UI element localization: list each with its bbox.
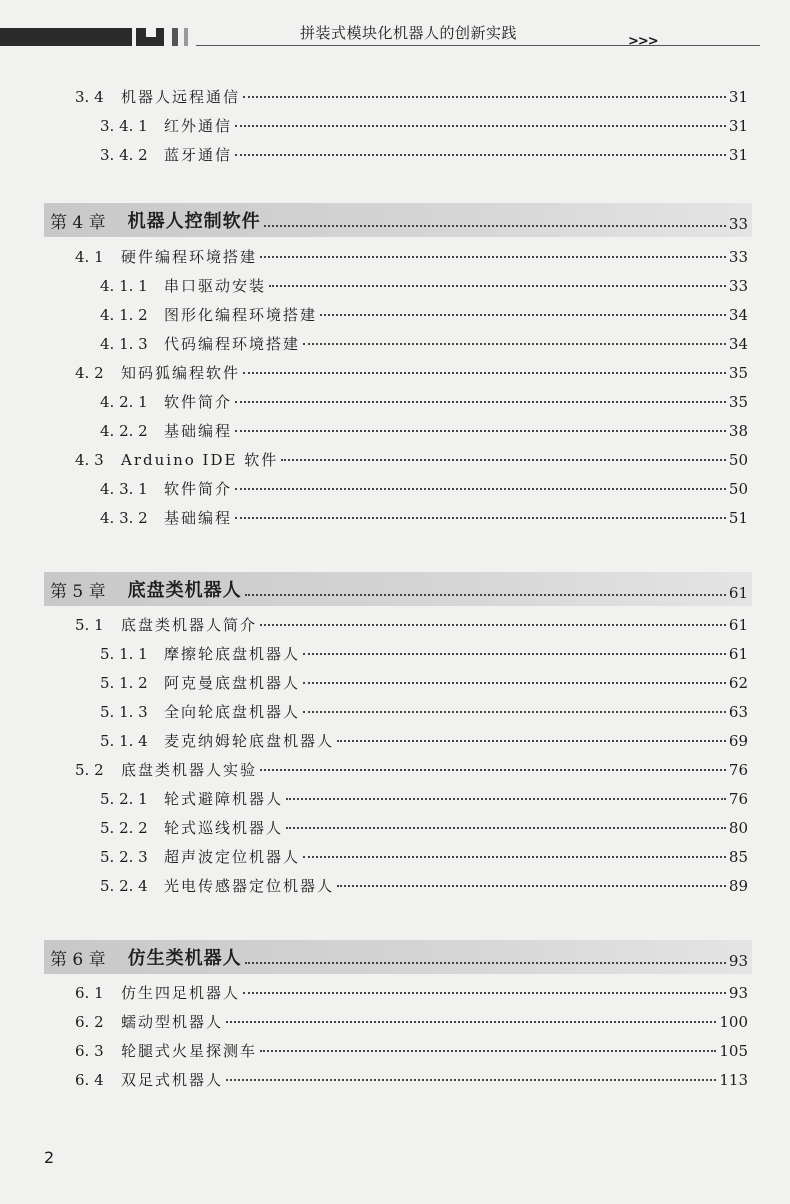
dot-leader xyxy=(235,430,726,432)
toc-entry-row[interactable] xyxy=(75,1040,748,1068)
toc-entry-row[interactable] xyxy=(100,701,748,729)
toc-entry-row[interactable] xyxy=(100,391,748,419)
section-number: 6. 3 xyxy=(75,1042,104,1060)
section-title: 轮式避障机器人 xyxy=(164,790,284,808)
page-ref: 34 xyxy=(728,335,748,353)
header-rule xyxy=(196,45,760,46)
section-number: 5. 1 xyxy=(75,616,104,634)
dot-leader xyxy=(269,285,726,287)
dot-leader xyxy=(243,96,726,98)
section-number: 4. 1. 2 xyxy=(100,306,148,324)
page-ref: 62 xyxy=(728,674,748,692)
section-title: 基础编程 xyxy=(164,509,233,527)
dot-leader xyxy=(286,827,726,829)
section-title: 硬件编程环境搭建 xyxy=(121,248,258,266)
section-number: 4. 3. 1 xyxy=(100,480,148,498)
page-ref: 89 xyxy=(728,877,748,895)
chapter-number: 第 6 章 xyxy=(50,949,106,970)
dot-leader xyxy=(303,711,726,713)
section-title: 底盘类机器人简介 xyxy=(121,616,258,634)
section-number: 4. 1. 1 xyxy=(100,277,148,295)
page-ref: 33 xyxy=(728,277,748,295)
dot-leader xyxy=(260,624,726,626)
dot-leader xyxy=(260,1050,716,1052)
page-ref: 61 xyxy=(728,616,748,634)
dot-leader xyxy=(337,740,726,742)
section-title: 基础编程 xyxy=(164,422,233,440)
section-title: 仿生四足机器人 xyxy=(121,984,241,1002)
page-ref: 31 xyxy=(728,146,748,164)
page-ref: 34 xyxy=(728,306,748,324)
book-title: 拼装式模块化机器人的创新实践 xyxy=(300,24,518,42)
page-ref: 69 xyxy=(728,732,748,750)
section-number: 6. 1 xyxy=(75,984,104,1002)
page-ref: 50 xyxy=(728,480,748,498)
dot-leader xyxy=(243,372,726,374)
dot-leader xyxy=(243,992,726,994)
dot-leader xyxy=(235,488,726,490)
header-dark-bar xyxy=(0,28,132,46)
dot-leader xyxy=(226,1021,716,1023)
section-title: 软件简介 xyxy=(164,393,233,411)
page-ref: 33 xyxy=(728,215,748,233)
section-number: 5. 2. 1 xyxy=(100,790,148,808)
toc-entry-row[interactable] xyxy=(100,730,748,758)
section-number: 5. 1. 4 xyxy=(100,732,148,750)
toc-entry-row[interactable] xyxy=(100,817,748,845)
toc-entry-row[interactable] xyxy=(75,86,748,114)
toc-entry-row[interactable] xyxy=(100,333,748,361)
section-title: 光电传感器定位机器人 xyxy=(164,877,335,895)
toc-entry-row[interactable] xyxy=(100,478,748,506)
toc-entry-row[interactable] xyxy=(75,362,748,390)
section-number: 5. 2 xyxy=(75,761,104,779)
toc-entry-row[interactable] xyxy=(75,1011,748,1039)
page-ref: 35 xyxy=(728,364,748,382)
page-ref: 76 xyxy=(728,761,748,779)
section-title: 轮式巡线机器人 xyxy=(164,819,284,837)
toc-entry-row[interactable] xyxy=(100,875,748,903)
chapter-title: 底盘类机器人 xyxy=(127,580,242,601)
toc-entry-row[interactable] xyxy=(75,759,748,787)
toc-entry-row[interactable] xyxy=(100,115,748,143)
section-number: 4. 2. 2 xyxy=(100,422,148,440)
page-ref: 93 xyxy=(728,984,748,1002)
section-title: 代码编程环境搭建 xyxy=(164,335,301,353)
toc-entry-row[interactable] xyxy=(100,643,748,671)
page-ref: 113 xyxy=(719,1071,748,1089)
dot-leader xyxy=(303,682,726,684)
header-checker-pattern xyxy=(136,28,196,46)
section-number: 6. 2 xyxy=(75,1013,104,1031)
section-number: 5. 1. 1 xyxy=(100,645,148,663)
section-title: 串口驱动安装 xyxy=(164,277,267,295)
section-title: 双足式机器人 xyxy=(121,1071,224,1089)
section-title: 机器人远程通信 xyxy=(121,88,241,106)
page-ref: 61 xyxy=(728,584,748,602)
page-ref: 63 xyxy=(728,703,748,721)
toc-entry-row[interactable] xyxy=(75,449,748,477)
page-ref: 105 xyxy=(719,1042,748,1060)
dot-leader xyxy=(245,594,726,596)
section-number: 5. 1. 2 xyxy=(100,674,148,692)
toc-entry-row[interactable] xyxy=(100,304,748,332)
toc-entry-row[interactable] xyxy=(100,788,748,816)
dot-leader xyxy=(303,856,726,858)
page-ref: 80 xyxy=(728,819,748,837)
page-ref: 31 xyxy=(728,88,748,106)
dot-leader xyxy=(303,653,726,655)
page-ref: 85 xyxy=(728,848,748,866)
section-title: 蠕动型机器人 xyxy=(121,1013,224,1031)
section-number: 4. 2. 1 xyxy=(100,393,148,411)
section-title: 全向轮底盘机器人 xyxy=(164,703,301,721)
page-ref: 35 xyxy=(728,393,748,411)
toc-entry-row[interactable] xyxy=(75,1069,748,1097)
page-ref: 38 xyxy=(728,422,748,440)
toc-entry-row[interactable] xyxy=(75,614,748,642)
page-ref: 31 xyxy=(728,117,748,135)
toc-entry-row[interactable] xyxy=(100,672,748,700)
section-title: Arduino IDE 软件 xyxy=(121,451,279,469)
section-number: 5. 2. 4 xyxy=(100,877,148,895)
header-arrows-icon: >>> xyxy=(628,34,658,49)
dot-leader xyxy=(281,459,726,461)
section-title: 底盘类机器人实验 xyxy=(121,761,258,779)
toc-entry-row[interactable] xyxy=(100,275,748,303)
toc-entry-row[interactable] xyxy=(100,507,748,535)
page-ref: 100 xyxy=(719,1013,748,1031)
section-number: 4. 1. 3 xyxy=(100,335,148,353)
section-title: 知码狐编程软件 xyxy=(121,364,241,382)
chapter-title: 仿生类机器人 xyxy=(127,948,242,969)
section-title: 阿克曼底盘机器人 xyxy=(164,674,301,692)
dot-leader xyxy=(235,125,726,127)
section-number: 3. 4. 1 xyxy=(100,117,148,135)
dot-leader xyxy=(303,343,726,345)
section-title: 图形化编程环境搭建 xyxy=(164,306,318,324)
section-number: 3. 4. 2 xyxy=(100,146,148,164)
toc-entry-row[interactable] xyxy=(75,982,748,1010)
section-title: 超声波定位机器人 xyxy=(164,848,301,866)
dot-leader xyxy=(260,256,726,258)
section-number: 5. 2. 3 xyxy=(100,848,148,866)
page-ref: 51 xyxy=(728,509,748,527)
page-ref: 50 xyxy=(728,451,748,469)
toc-entry-row[interactable] xyxy=(100,420,748,448)
section-number: 4. 3 xyxy=(75,451,104,469)
toc-chapter-row[interactable] xyxy=(44,203,752,237)
dot-leader xyxy=(235,154,726,156)
section-title: 轮腿式火星探测车 xyxy=(121,1042,258,1060)
page-ref: 33 xyxy=(728,248,748,266)
dot-leader xyxy=(337,885,726,887)
dot-leader xyxy=(226,1079,716,1081)
dot-leader xyxy=(286,798,726,800)
dot-leader xyxy=(235,517,726,519)
chapter-title: 机器人控制软件 xyxy=(127,211,261,232)
dot-leader xyxy=(245,962,726,964)
toc-chapter-row[interactable] xyxy=(44,940,752,974)
section-number: 3. 4 xyxy=(75,88,104,106)
dot-leader xyxy=(320,314,726,316)
section-number: 5. 2. 2 xyxy=(100,819,148,837)
section-number: 4. 2 xyxy=(75,364,104,382)
section-title: 软件简介 xyxy=(164,480,233,498)
chapter-number: 第 4 章 xyxy=(50,212,106,233)
section-number: 4. 1 xyxy=(75,248,104,266)
section-number: 6. 4 xyxy=(75,1071,104,1089)
section-title: 红外通信 xyxy=(164,117,233,135)
toc-entry-row[interactable] xyxy=(100,144,748,172)
section-title: 麦克纳姆轮底盘机器人 xyxy=(164,732,335,750)
toc-chapter-row[interactable] xyxy=(44,572,752,606)
page-ref: 61 xyxy=(728,645,748,663)
chapter-number: 第 5 章 xyxy=(50,581,106,602)
page-ref: 76 xyxy=(728,790,748,808)
section-title: 摩擦轮底盘机器人 xyxy=(164,645,301,663)
running-header xyxy=(0,22,790,52)
dot-leader xyxy=(264,225,726,227)
section-title: 蓝牙通信 xyxy=(164,146,233,164)
dot-leader xyxy=(260,769,726,771)
section-number: 4. 3. 2 xyxy=(100,509,148,527)
toc-entry-row[interactable] xyxy=(100,846,748,874)
dot-leader xyxy=(235,401,726,403)
toc-entry-row[interactable] xyxy=(75,246,748,274)
section-number: 5. 1. 3 xyxy=(100,703,148,721)
page-ref: 93 xyxy=(728,952,748,970)
page-number: 2 xyxy=(44,1148,55,1167)
